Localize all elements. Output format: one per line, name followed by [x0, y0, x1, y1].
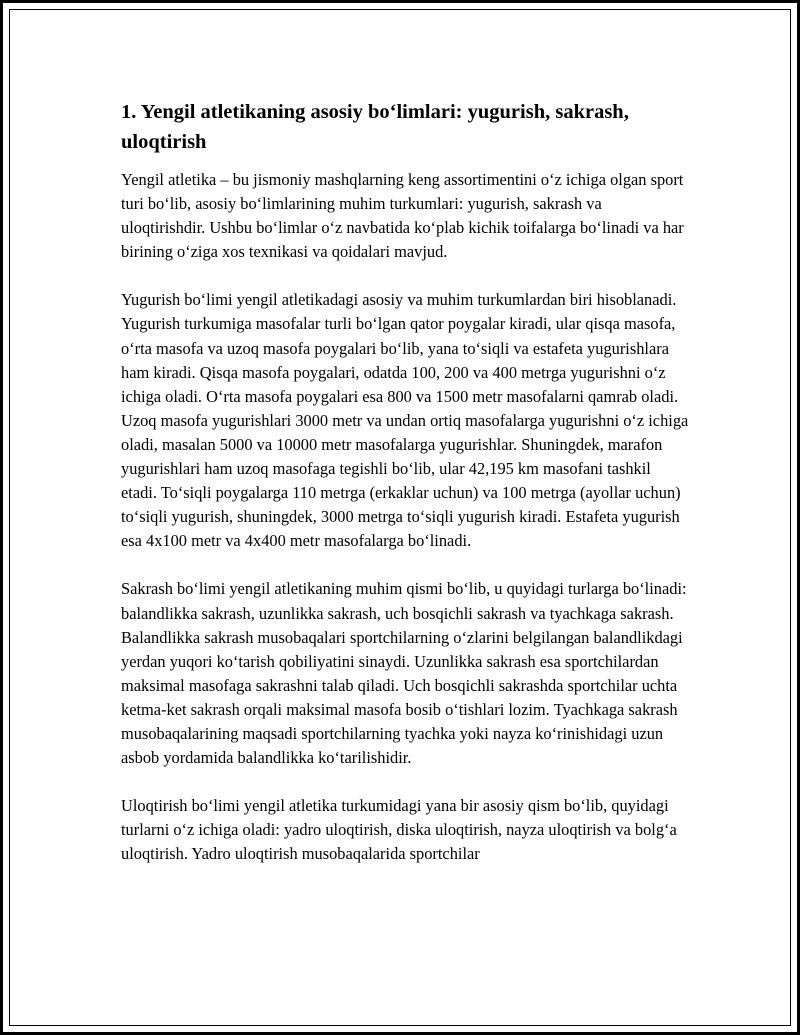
- paragraph-throwing: Uloqtirish bo‘limi yengil atletika turkumidagi yana bir asosiy qism bo‘lib, quyidagi turlarni o‘z ichiga oladi: yadro uloqtirish, diska uloqtirish, nayza uloqtirish va bolg‘a uloqtirish. Yadro uloqtirish musobaqalarida sportchilar: [121, 796, 677, 864]
- document-body: [121, 97, 689, 890]
- section-heading: 1. Yengil atletikaning asosiy bo‘limlari: yugurish, sakrash, uloqtirish: [121, 101, 629, 153]
- paragraph-jumping: Sakrash bo‘limi yengil atletikaning muhim qismi bo‘lib, u quyidagi turlarga bo‘linadi: balandlikka sakrash, uzunlikka sakrash, uch bosqichli sakrash va tyachkaga sakrash. Balandlikka sakrash musobaqalari sportchilarning o‘zlarini belgilangan balandlikdagi yerdan yuqori ko‘tarish qobiliyatini sinaydi. Uzunlikka sakrash esa sportchilardan maksimal masofaga sakrashni talab qiladi. Uch bosqichli sakrashda sportchilar uchta ketma-ket sakrash orqali maksimal masofa bosib o‘tishlari lozim. Tyachkaga sakrash musobaqalarining maqsadi sportchilarning tyachka yoki nayza ko‘rinishidagi uzun asbob yordamida balandlikka ko‘tarilishidir.: [121, 579, 687, 768]
- paragraph-running: Yugurish bo‘limi yengil atletikadagi asosiy va muhim turkumlardan biri hisoblanadi. Yugurish turkumiga masofalar turli bo‘lgan qator poygalar kiradi, ular qisqa masofa, o‘rta masofa va uzoq masofa poygalari bo‘lib, yana to‘siqli va estafeta yugurishlara ham kiradi. Qisqa masofa poygalari, odatda 100, 200 va 400 metrga yugurishni o‘z ichiga oladi. O‘rta masofa poygalari esa 800 va 1500 metr masofalarni qamrab oladi. Uzoq masofa yugurishlari 3000 metr va undan ortiq masofalarga yugurishni o‘z ichiga oladi, masalan 5000 va 10000 metr masofalarga yugurishlar. Shuningdek, marafon yugurishlari ham uzoq masofaga tegishli bo‘lib, ular 42,195 km masofani tashkil etadi. To‘siqli poygalarga 110 metrga (erkaklar uchun) va 100 metrga (ayollar uchun) to‘siqli yugurish, shuningdek, 3000 metrga to‘siqli yugurish kiradi. Estafeta yugurish esa 4x100 metr va 4x400 metr masofalarga bo‘linadi.: [121, 290, 689, 551]
- paragraph-intro: Yengil atletika – bu jismoniy mashqlarning keng assortimentini o‘z ichiga olgan sport turi bo‘lib, asosiy bo‘limlarining muhim turkumlari: yugurish, sakrash va uloqtirishdir. Ushbu bo‘limlar o‘z navbatida ko‘plab kichik toifalarga bo‘linadi va har birining o‘ziga xos texnikasi va qoidalari mavjud.: [121, 170, 684, 262]
